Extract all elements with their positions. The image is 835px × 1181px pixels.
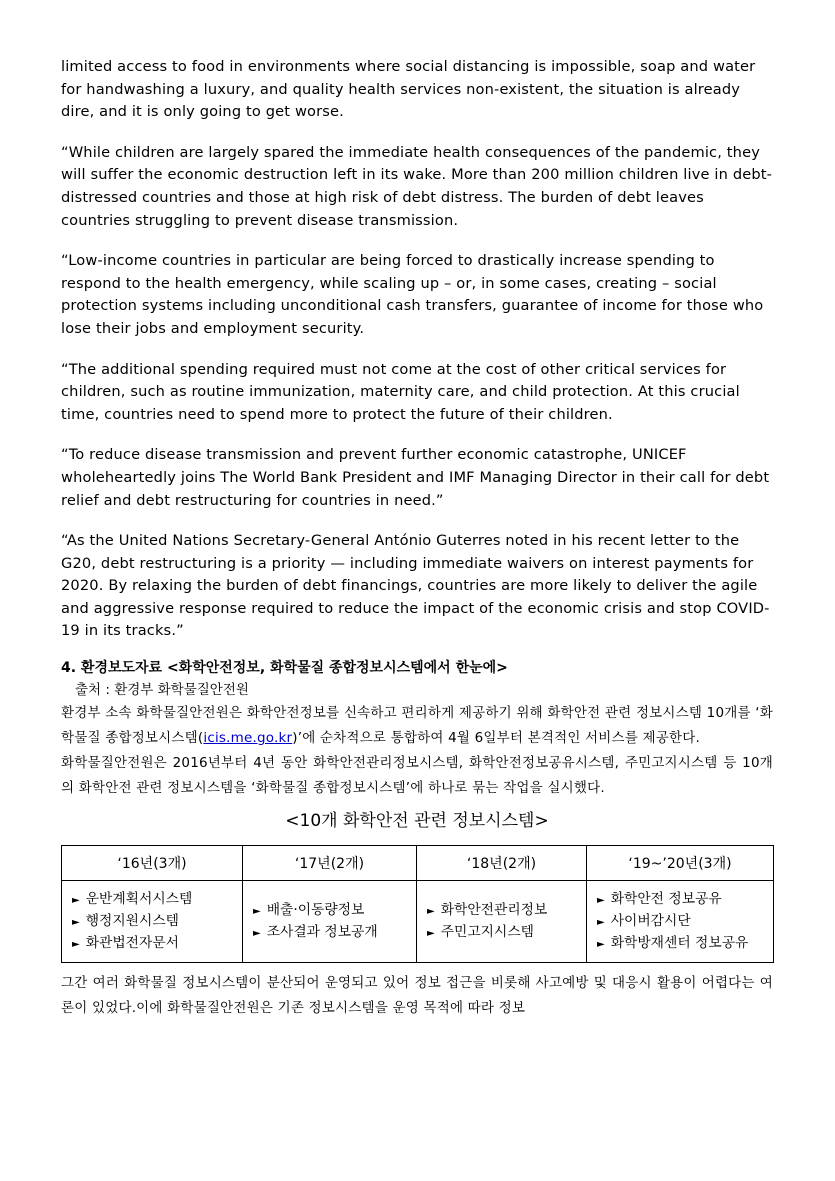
table-cell (243, 881, 417, 963)
system-name: 화학방재센터 정보공유 (610, 934, 749, 951)
list-item (427, 900, 580, 922)
bullet-icon: ► (72, 916, 80, 928)
table-header: ‘18년(2개) (417, 846, 587, 881)
system-name: 운반계획서시스템 (85, 890, 193, 907)
bullet-icon: ► (597, 938, 605, 950)
paragraph-ko-3: 그간 여러 화학물질 정보시스템이 분산되어 운영되고 있어 정보 접근을 비롯해 사고예방 및 대응시 활용이 어렵다는 여론이 있었다.이에 화학물질안전원은 기존 정보시스템을 운영 목적에 따라 정보 (61, 975, 773, 1017)
list-item (597, 933, 767, 955)
bullet-icon: ► (597, 916, 605, 928)
list-item (72, 911, 236, 933)
section-4-heading: 4. 환경보도자료 <화학안전정보, 화학물질 종합정보시스템에서 한눈에> (61, 660, 508, 677)
paragraph-en-3: “Low-income countries in particular are being forced to drastically increase spending to respond to the health emergency, while scaling up – or, in some cases, creating – social protection systems including unconditional cash transfers, guarantee of income for those who lose their jobs and employment security. (61, 252, 764, 337)
table-header: ‘17년(2개) (243, 846, 417, 881)
bullet-icon: ► (72, 938, 80, 950)
bullet-icon: ► (253, 927, 261, 939)
paragraph-ko-2: 화학물질안전원은 2016년부터 4년 동안 화학안전관리정보시스템, 화학안전정보공유시스템, 주민고지시스템 등 10개의 화학안전 관련 정보시스템을 ‘화학물질 종합정보시스템’에 하나로 묶는 작업을 실시했다. (61, 755, 773, 797)
bullet-icon: ► (427, 927, 435, 939)
system-name: 조사결과 정보공개 (266, 923, 378, 940)
table-header-row (62, 846, 774, 881)
system-name: 화학안전 정보공유 (610, 890, 722, 907)
table-cell (417, 881, 587, 963)
systems-table (61, 845, 774, 963)
paragraph-en-4: “The additional spending required must not come at the cost of other critical services for children, such as routine immunization, maternity care, and child protection. At this crucial time, countries need to spend more to protect the future of their children. (61, 360, 740, 423)
document-page (61, 56, 773, 1021)
list-item (72, 889, 236, 911)
paragraph-ko-1-before: 환경부 소속 화학물질안전원은 화학안전정보를 신속하고 편리하게 제공하기 위해 화학안전 관련 정보시스템 10개를 ‘화학물질 종합정보시스템( (61, 705, 773, 747)
bullet-icon: ► (427, 905, 435, 917)
system-list (72, 889, 236, 955)
paragraph-en-2: “While children are largely spared the immediate health consequences of the pandemic, they will suffer the economic destruction left in its wake. More than 200 million children live in debt-distressed countries and those at high risk of debt distress. The burden of debt leaves countries struggling to prevent disease transmission. (61, 143, 773, 229)
list-item (597, 911, 767, 933)
paragraph-en-5: “To reduce disease transmission and prevent further economic catastrophe, UNICEF wholeheartedly joins The World Bank President and IMF Managing Director in their call for debt relief and debt restructuring for countries in need.” (61, 446, 770, 509)
paragraph-ko-1-after: )’에 순차적으로 통합하여 4월 6일부터 본격적인 서비스를 제공한다. (292, 730, 700, 747)
table-header: ‘16년(3개) (62, 846, 243, 881)
paragraph-ko-1 (61, 701, 773, 751)
icis-link[interactable]: icis.me.go.kr (203, 730, 293, 747)
bullet-icon: ► (597, 894, 605, 906)
source-line: 출처 : 환경부 화학물질안전원 (75, 682, 249, 699)
list-item (253, 922, 410, 944)
list-item (597, 889, 767, 911)
paragraph-en-6: “As the United Nations Secretary-General António Guterres noted in his recent letter to the G20, debt restructuring is a priority — including immediate waivers on interest payments for 2020. By relaxing the burden of debt financings, countries are more likely to deliver the agile and aggressive response required to reduce the impact of the economic crisis and stop COVID-19 in its tracks.” (61, 532, 770, 640)
system-name: 사이버감시단 (610, 912, 691, 929)
bullet-icon: ► (72, 894, 80, 906)
bullet-icon: ► (253, 905, 261, 917)
list-item (253, 900, 410, 922)
system-list (597, 889, 767, 955)
list-item (427, 922, 580, 944)
paragraph-en-1: limited access to food in environments where social distancing is impossible, soap and water for handwashing a luxury, and quality health services non-existent, the situation is already dire, and it is only going to get worse. (61, 58, 756, 121)
system-name: 주민고지시스템 (440, 923, 534, 940)
system-list (427, 900, 580, 944)
system-name: 행정지원시스템 (85, 912, 179, 929)
table-header: ‘19~’20년(3개) (587, 846, 774, 881)
system-name: 화관법전자문서 (85, 934, 179, 951)
table-cell (62, 881, 243, 963)
system-name: 화학안전관리정보 (440, 901, 548, 918)
system-list (253, 900, 410, 944)
system-name: 배출·이동량정보 (266, 901, 365, 918)
table-cell (587, 881, 774, 963)
table-row (62, 881, 774, 963)
table-title: <10개 화학안전 관련 정보시스템> (285, 811, 549, 832)
list-item (72, 933, 236, 955)
